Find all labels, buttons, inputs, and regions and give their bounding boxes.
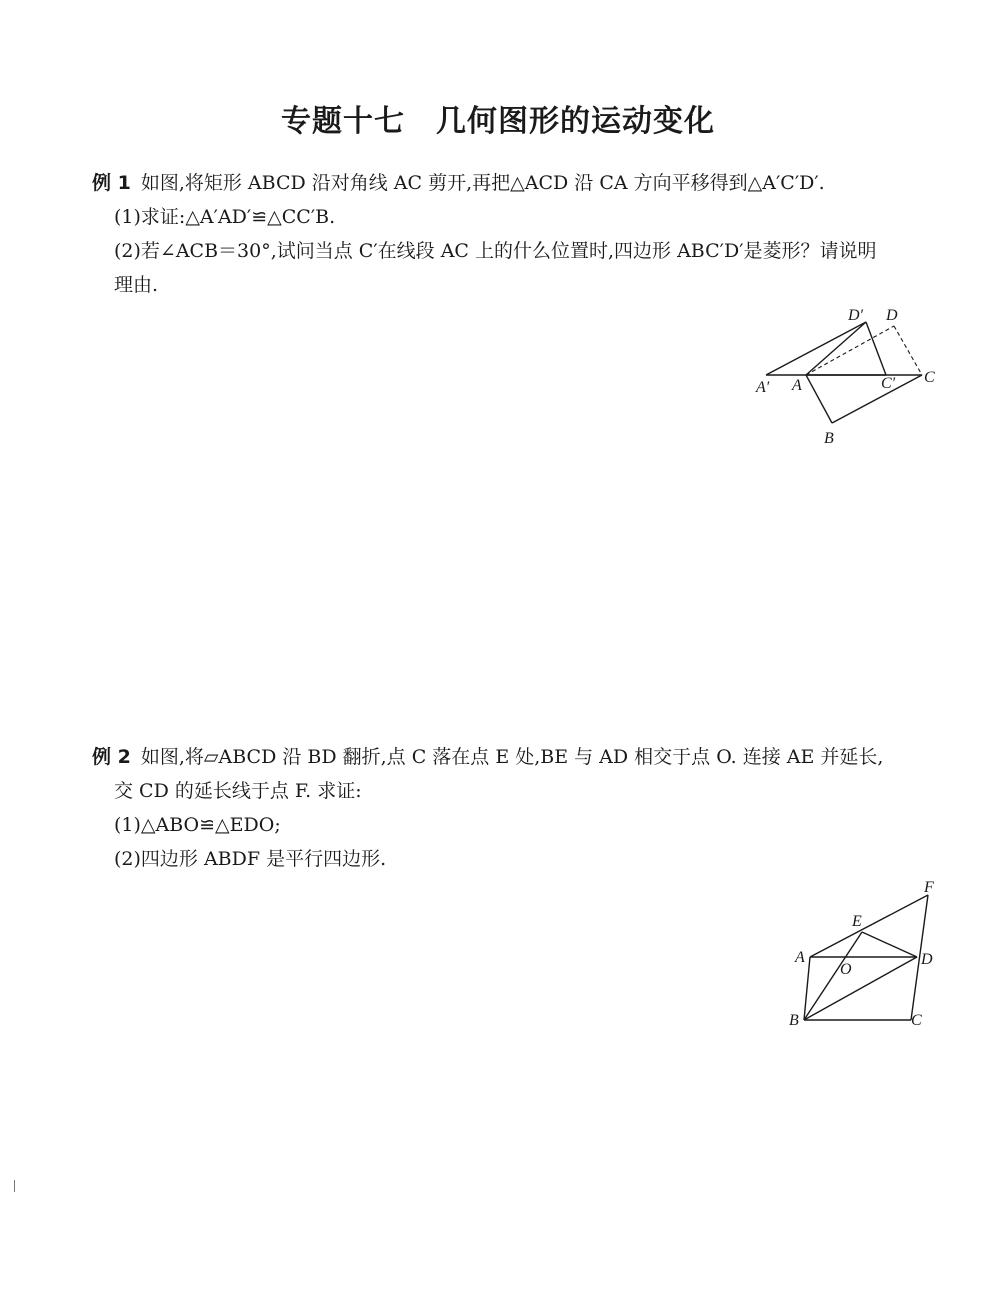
segment-a-f xyxy=(810,895,928,957)
example-2-stem: 如图,将▱ABCD 沿 BD 翻折,点 C 落在点 E 处,BE 与 AD 相交于点 O. 连接 AE 并延长, xyxy=(140,746,884,768)
label-c: C xyxy=(924,369,935,386)
example-1-stem-line xyxy=(92,166,952,200)
label-d-prime: D′ xyxy=(848,307,864,324)
label-f: F xyxy=(924,879,934,896)
page-edge-mark xyxy=(14,1180,15,1192)
segment-a-b xyxy=(806,375,832,423)
label-b: B xyxy=(824,430,834,447)
label-a: A xyxy=(792,377,802,394)
label-o: O xyxy=(840,961,852,978)
example-1-part-2-line-1: (2)若∠ACB＝30°,试问当点 C′在线段 AC 上的什么位置时,四边形 ABC′D′是菱形？请说明 xyxy=(114,240,877,262)
page-title: 专题十七 几何图形的运动变化 xyxy=(281,104,715,139)
segment-b-d xyxy=(804,957,917,1020)
example-1-stem: 如图,将矩形 ABCD 沿对角线 AC 剪开,再把△ACD 沿 CA 方向平移得到△A′C′D′. xyxy=(140,172,825,194)
example-1-part-1: (1)求证:△A′AD′≌△CC′B. xyxy=(114,206,336,228)
segment-e-d xyxy=(862,932,917,957)
label-e: E xyxy=(852,913,862,930)
label-c-prime: C′ xyxy=(881,375,896,392)
label-a: A xyxy=(795,949,805,966)
segment-d-prime-c-prime xyxy=(866,322,886,375)
example-1-part-2-line-2: 理由. xyxy=(114,274,159,296)
example-2 xyxy=(92,740,952,876)
segment-a-b xyxy=(804,957,810,1020)
label-c: C xyxy=(911,1012,922,1029)
example-2-figure xyxy=(780,870,960,1040)
example-1 xyxy=(92,166,952,302)
example-2-stem-line-2: 交 CD 的延长线于点 F. 求证: xyxy=(114,780,362,802)
example-2-part-1: (1)△ABO≌△EDO; xyxy=(114,814,281,836)
label-d: D xyxy=(886,307,898,324)
dashed-d-c xyxy=(894,326,922,375)
label-b: B xyxy=(789,1012,799,1029)
example-1-label: 例 1 xyxy=(92,172,131,194)
example-2-part-2: (2)四边形 ABDF 是平行四边形. xyxy=(114,848,387,870)
label-a-prime: A′ xyxy=(756,379,770,396)
dashed-a-d xyxy=(806,326,894,375)
example-1-figure xyxy=(740,300,950,450)
label-d: D xyxy=(921,951,933,968)
example-2-label: 例 2 xyxy=(92,746,131,768)
example-2-stem-line-1 xyxy=(92,740,952,774)
segment-b-c xyxy=(832,375,922,423)
